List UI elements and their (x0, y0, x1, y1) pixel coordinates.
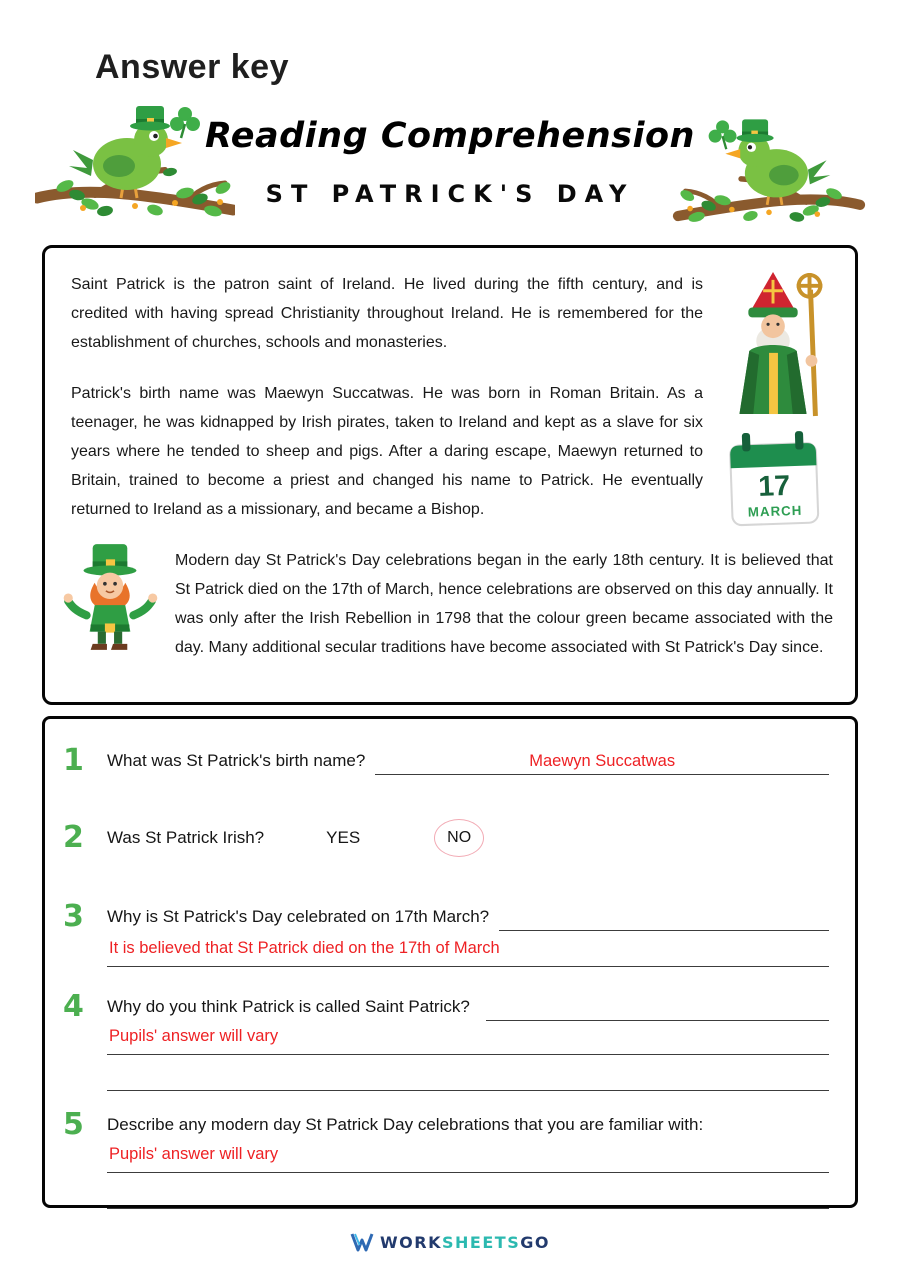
reading-passage-box (42, 245, 858, 705)
calendar-month-label: MARCH (747, 502, 803, 520)
passage-paragraph-1: Saint Patrick is the patron saint of Ireland. He lived during the fifth century, and is credited with having spread Christianity throughout Ireland. He is remembered for the establishment of churches, schools and monasteries. (71, 276, 703, 351)
question-2-text: Was St Patrick Irish? (107, 828, 265, 847)
questions-box (42, 716, 858, 1208)
question-3-answer: It is believed that St Patrick died on the 17th of March (107, 939, 829, 967)
passage-paragraph-2: Patrick's birth name was Maewyn Succatwas. He was born in Roman Britain. As a teenager, he was kidnapped by Irish pirates, taken to Ireland and kept as a slave for six years where he tended to sheep and pigs. After a daring escape, Maewyn returned to Britain, trained to become a priest and changed his name to Patrick. He eventually returned to Ireland as a missionary, and became a Bishop. (71, 385, 703, 518)
passage-text-column (71, 270, 715, 546)
question-5-extra-line[interactable] (107, 1173, 829, 1209)
question-4-answer-line[interactable] (486, 991, 829, 1021)
calendar-day-label: 17 (757, 469, 791, 503)
question-2-row (63, 819, 829, 857)
answer-key-heading: Answer key (95, 48, 289, 86)
passage-illustration-column (715, 270, 833, 546)
brand-text-sheets: SHEETS (442, 1232, 521, 1252)
calendar-icon (725, 428, 822, 529)
question-3-text: Why is St Patrick's Day celebrated on 17th March? (107, 907, 490, 926)
question-4-extra-line[interactable] (107, 1055, 829, 1091)
question-2-number: 2 (63, 820, 84, 855)
leprechaun-illustration (63, 540, 159, 654)
option-no-wrap (434, 819, 484, 857)
footer-brand (0, 1232, 900, 1252)
worksheetsgo-logo-icon (350, 1232, 374, 1252)
option-no-circled[interactable]: NO (434, 819, 484, 857)
brand-text-go: GO (520, 1232, 550, 1252)
question-1-answer-line[interactable] (375, 745, 829, 775)
question-5-number: 5 (63, 1107, 84, 1142)
brand-text-work: WORK (380, 1232, 442, 1252)
passage-paragraph-3: Modern day St Patrick's Day celebrations began in the early 18th century. It is believed that St Patrick died on the 17th of March, hence celebrations are observed on this day annually. It was only after the Irish Rebellion in 1798 that the colour green became associated with the day. Many additional secular traditions have become associated with St Patrick's Day since. (175, 552, 833, 656)
question-4-answer: Pupils' answer will vary (107, 1027, 829, 1055)
st-patrick-illustration (718, 270, 830, 418)
question-3-row (63, 899, 829, 934)
page-subtitle: ST PATRICK'S DAY (265, 180, 635, 208)
leprechaun-illustration-wrap (63, 540, 161, 659)
page-title: Reading Comprehension (205, 116, 695, 156)
bird-branch-illustration-right (670, 112, 868, 242)
question-5-answer: Pupils' answer will vary (107, 1145, 829, 1173)
question-4-number: 4 (63, 989, 84, 1024)
question-1-number: 1 (63, 743, 84, 778)
question-4-row (63, 989, 829, 1024)
option-yes[interactable]: YES (326, 828, 361, 847)
question-5-row (63, 1107, 829, 1142)
question-3-answer-line[interactable] (499, 901, 829, 931)
question-3-number: 3 (63, 899, 84, 934)
question-1-text: What was St Patrick's birth name? (107, 751, 366, 770)
question-1-answer: Maewyn Succatwas (529, 752, 676, 770)
question-5-text: Describe any modern day St Patrick Day celebrations that you are familiar with: (107, 1115, 704, 1134)
bird-branch-illustration-left (35, 98, 235, 238)
question-4-text: Why do you think Patrick is called Saint Patrick? (107, 997, 470, 1016)
question-1-row (63, 743, 829, 778)
